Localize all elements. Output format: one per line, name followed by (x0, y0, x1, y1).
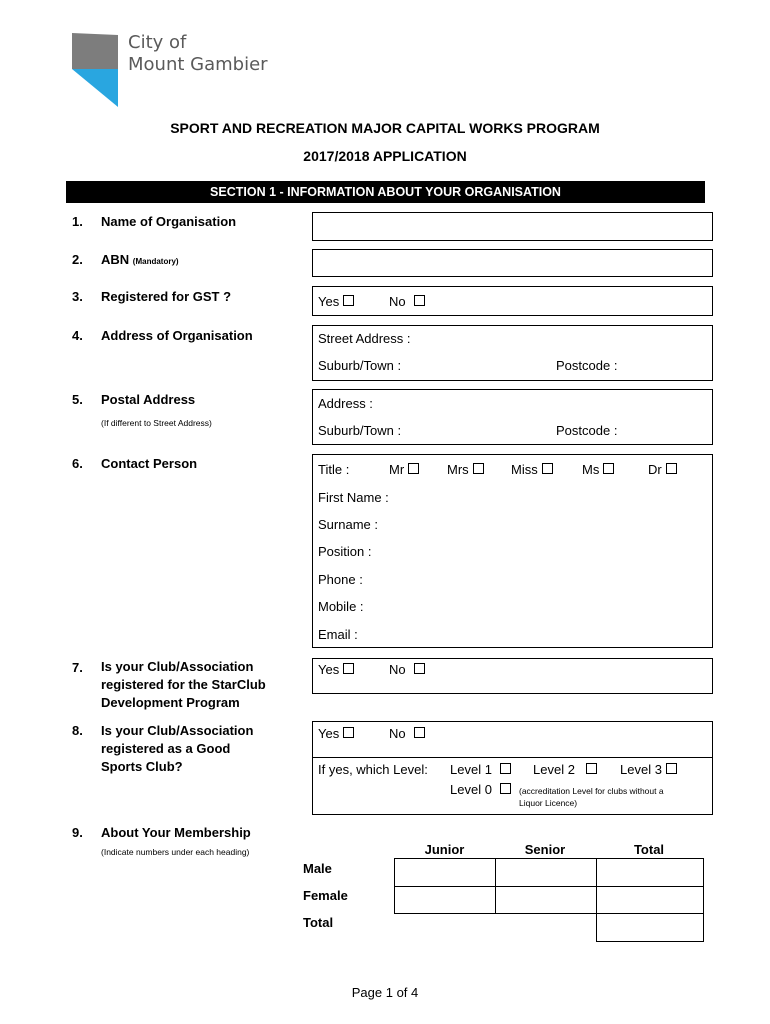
logo-line-2: Mount Gambier (128, 54, 268, 75)
title-miss-option[interactable] (511, 462, 553, 477)
q5-label: Postal Address (101, 392, 196, 407)
starclub-no-label: No (389, 662, 406, 677)
membership-row-total: Total (303, 915, 334, 930)
title-mr-option[interactable] (389, 462, 419, 477)
membership-col-total: Total (633, 842, 665, 857)
logo-wordmark (128, 32, 268, 76)
q2-number: 2. (72, 252, 83, 267)
checkbox-icon (343, 727, 354, 738)
checkbox-icon (408, 463, 419, 474)
first-name-field[interactable]: First Name : (318, 490, 389, 505)
gst-box (312, 286, 713, 316)
section-header: SECTION 1 - INFORMATION ABOUT YOUR ORGANISATION (66, 181, 705, 203)
page-subtitle: 2017/2018 APPLICATION (303, 148, 467, 164)
email-field[interactable]: Email : (318, 627, 358, 642)
checkbox-icon (586, 763, 597, 774)
membership-col-junior: Junior (424, 842, 465, 857)
checkbox-icon (343, 663, 354, 674)
checkbox-icon (500, 783, 511, 794)
starclub-yes-label: Yes (318, 662, 340, 677)
gst-yes-label: Yes (318, 294, 340, 309)
membership-row-male: Male (303, 861, 332, 876)
q7-label (101, 658, 266, 712)
title-dr-label: Dr (648, 462, 662, 477)
level-3-label: Level 3 (620, 762, 662, 777)
postcode-field[interactable]: Postcode : (556, 358, 618, 373)
checkbox-icon (666, 463, 677, 474)
street-address-field[interactable]: Street Address : (318, 331, 411, 346)
level-1-option[interactable] (450, 762, 511, 777)
good-sports-no-label: No (389, 726, 406, 741)
good-sports-yes-label: Yes (318, 726, 340, 741)
level-0-note (519, 785, 664, 809)
gst-yes-option[interactable] (318, 294, 354, 309)
good-sports-no-option[interactable] (389, 726, 425, 741)
level-0-note-line-1: (accreditation Level for clubs without a (519, 786, 664, 796)
q7-label-line-1: Is your Club/Association (101, 659, 254, 674)
membership-col-senior: Senior (524, 842, 566, 857)
title-mrs-label: Mrs (447, 462, 469, 477)
q1-number: 1. (72, 214, 83, 229)
q6-label: Contact Person (101, 456, 198, 471)
title-mrs-option[interactable] (447, 462, 484, 477)
good-sports-box (312, 721, 713, 758)
surname-field[interactable]: Surname : (318, 517, 378, 532)
gst-no-option[interactable] (389, 294, 425, 309)
checkbox-icon (414, 727, 425, 738)
q8-label-line-1: Is your Club/Association (101, 723, 254, 738)
q7-label-line-2: registered for the StarClub (101, 677, 266, 692)
q3-number: 3. (72, 289, 83, 304)
suburb-field[interactable]: Suburb/Town : (318, 358, 402, 373)
title-ms-option[interactable] (582, 462, 614, 477)
checkbox-icon (542, 463, 553, 474)
level-0-note-line-2: Liquor Licence) (519, 798, 578, 808)
postal-suburb-field[interactable]: Suburb/Town : (318, 423, 402, 438)
title-ms-label: Ms (582, 462, 600, 477)
male-junior-cell[interactable] (394, 858, 496, 887)
checkbox-icon (414, 663, 425, 674)
grand-total-cell[interactable] (596, 913, 704, 942)
city-logo-icon (72, 33, 120, 109)
checkbox-icon (666, 763, 677, 774)
level-3-option[interactable] (620, 762, 677, 777)
q8-label-line-3: Sports Club? (101, 759, 183, 774)
q9-label: About Your Membership (101, 825, 251, 840)
q5-note: (If different to Street Address) (101, 418, 212, 428)
q2-note: (Mandatory) (132, 257, 179, 266)
female-total-cell[interactable] (596, 886, 704, 914)
q5-number: 5. (72, 392, 83, 407)
q2-label-text: ABN (101, 252, 130, 267)
logo-line-1: City of (128, 32, 187, 53)
male-senior-cell[interactable] (495, 858, 597, 887)
q7-number: 7. (72, 660, 83, 675)
q4-label: Address of Organisation (101, 328, 253, 343)
q9-number: 9. (72, 825, 83, 840)
gst-no-label: No (389, 294, 406, 309)
level-0-option[interactable] (450, 782, 511, 797)
q7-label-line-3: Development Program (101, 695, 240, 710)
checkbox-icon (500, 763, 511, 774)
postal-address-field[interactable]: Address : (318, 396, 373, 411)
position-field[interactable]: Position : (318, 544, 372, 559)
male-total-cell[interactable] (596, 858, 704, 887)
q8-number: 8. (72, 723, 83, 738)
level-2-option[interactable] (533, 762, 597, 777)
level-2-label: Level 2 (533, 762, 575, 777)
level-1-label: Level 1 (450, 762, 492, 777)
checkbox-icon (473, 463, 484, 474)
organisation-name-field[interactable] (312, 212, 713, 241)
q1-label: Name of Organisation (101, 214, 237, 229)
starclub-box (312, 658, 713, 694)
female-senior-cell[interactable] (495, 886, 597, 914)
good-sports-yes-option[interactable] (318, 726, 354, 741)
which-level-label: If yes, which Level: (318, 762, 428, 777)
checkbox-icon (603, 463, 614, 474)
title-miss-label: Miss (511, 462, 538, 477)
title-label: Title : (318, 462, 350, 477)
q2-label (101, 251, 179, 271)
starclub-no-option[interactable] (389, 662, 425, 677)
checkbox-icon (414, 295, 425, 306)
phone-field[interactable]: Phone : (318, 572, 363, 587)
postal-postcode-field[interactable]: Postcode : (556, 423, 618, 438)
q4-number: 4. (72, 328, 83, 343)
q8-label-line-2: registered as a Good (101, 741, 231, 756)
abn-field[interactable] (312, 249, 713, 277)
q8-label (101, 722, 253, 776)
contact-person-box (312, 454, 713, 648)
level-0-label: Level 0 (450, 782, 492, 797)
q6-number: 6. (72, 456, 83, 471)
starclub-yes-option[interactable] (318, 662, 354, 677)
page-number: Page 1 of 4 (351, 985, 419, 1000)
q9-note: (Indicate numbers under each heading) (101, 847, 250, 857)
checkbox-icon (343, 295, 354, 306)
mobile-field[interactable]: Mobile : (318, 599, 364, 614)
membership-row-female: Female (303, 888, 348, 903)
female-junior-cell[interactable] (394, 886, 496, 914)
page-title: SPORT AND RECREATION MAJOR CAPITAL WORKS PROGRAM (170, 120, 600, 136)
title-mr-label: Mr (389, 462, 405, 477)
q3-label: Registered for GST ? (101, 289, 232, 304)
title-dr-option[interactable] (648, 462, 677, 477)
